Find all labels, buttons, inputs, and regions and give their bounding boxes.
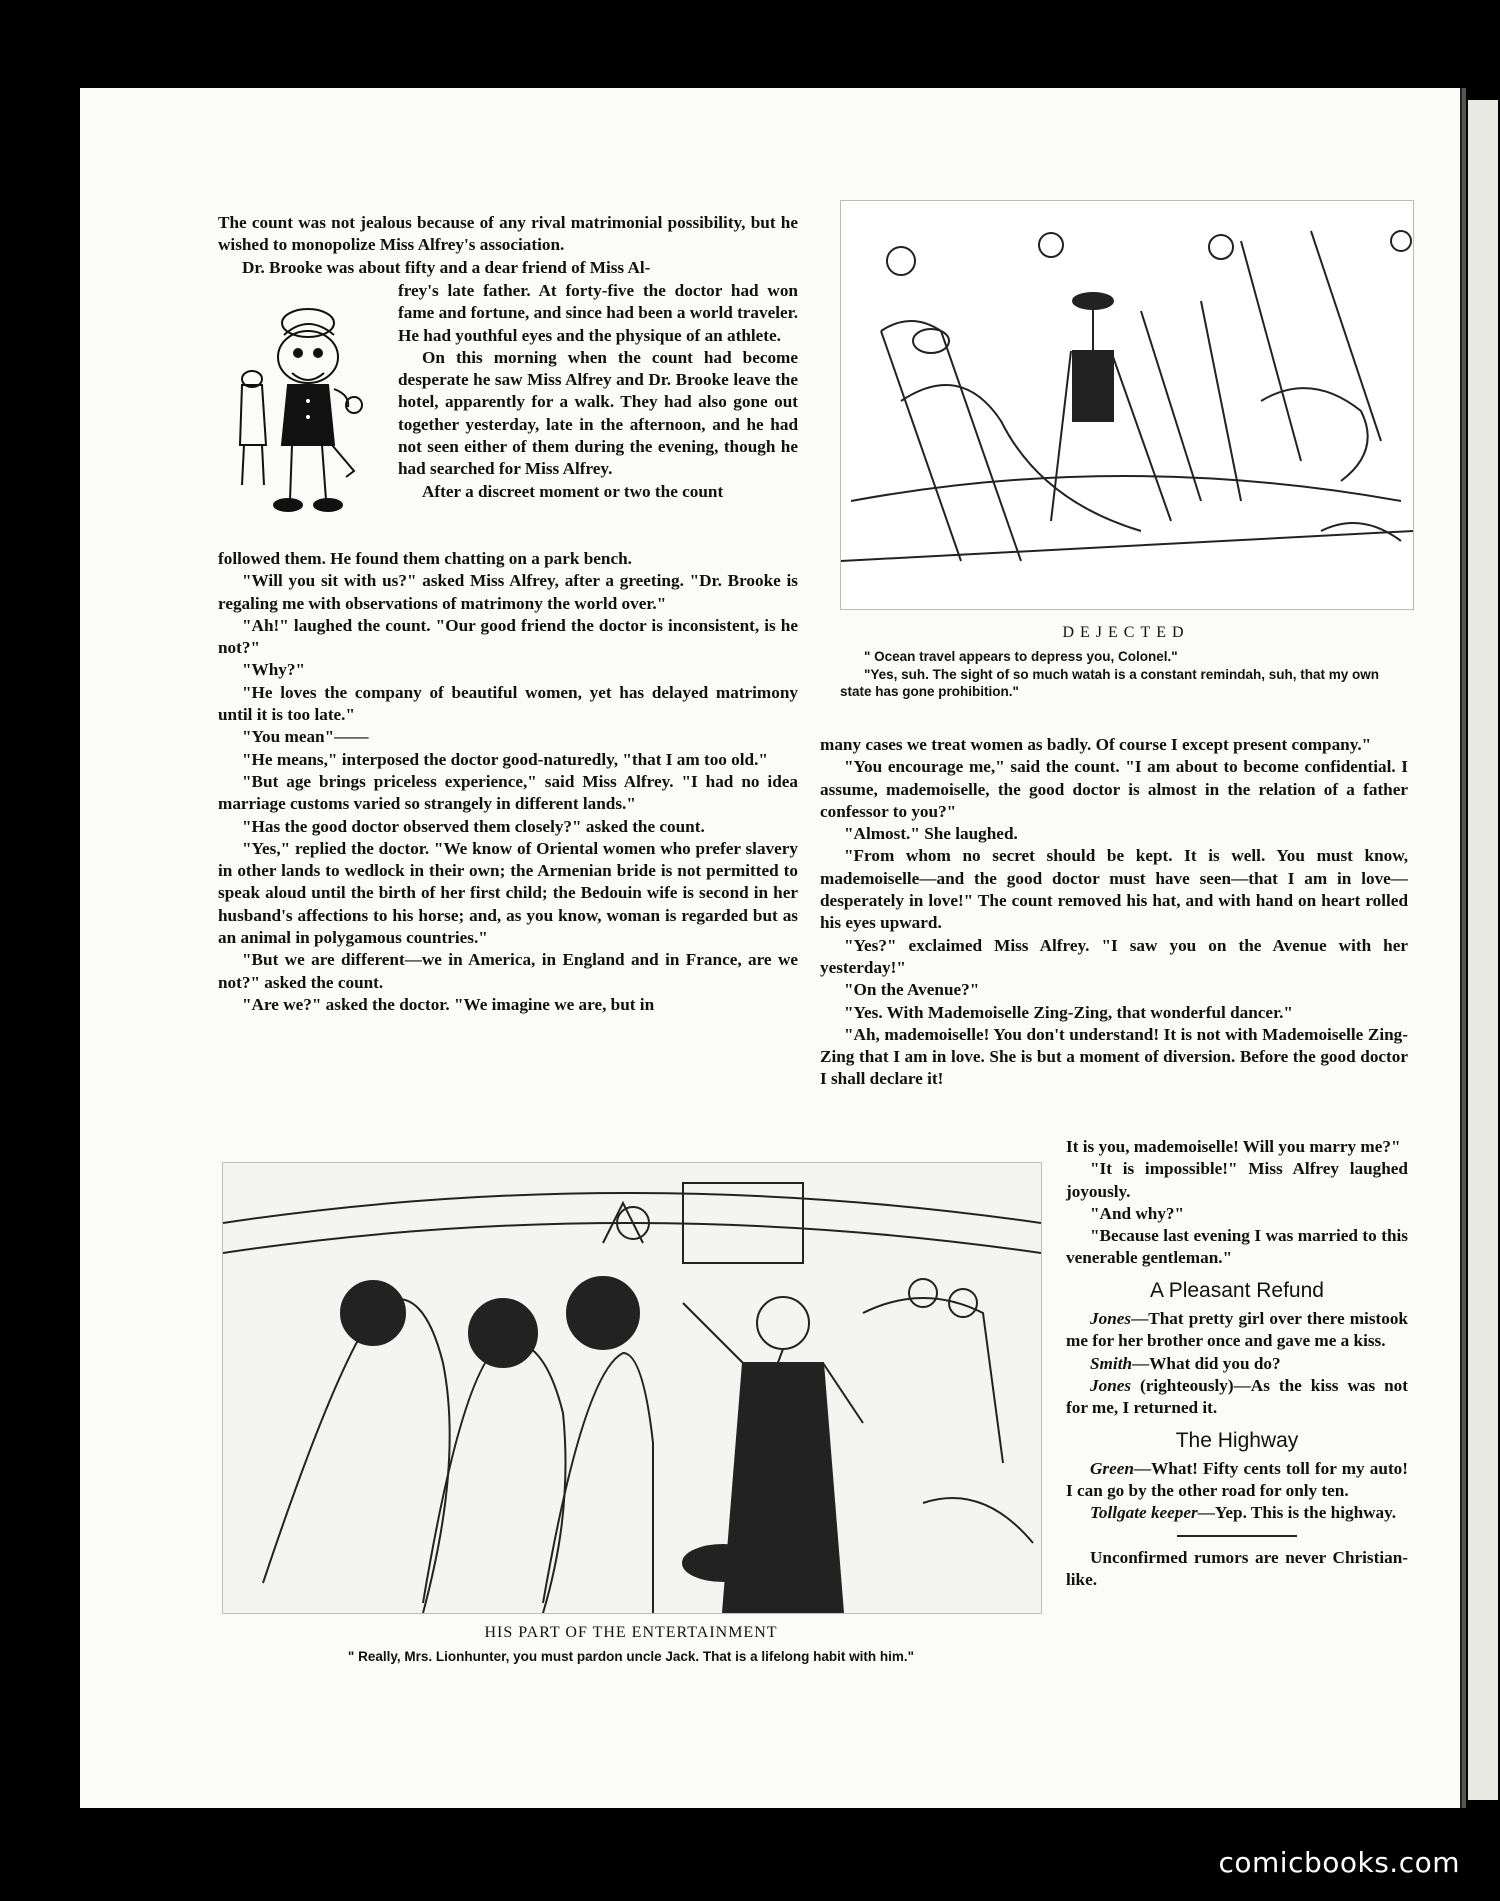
highway-heading: The Highway (1175, 1428, 1299, 1452)
dialogue: (righteously)—As the kiss was not for me, I returned it. (1066, 1375, 1408, 1418)
deck-chairs-illustration (840, 200, 1414, 610)
dejected-caption-line-1: " Ocean travel appears to depress you, Colonel." (864, 649, 1178, 664)
paragraph: "He means," interposed the doctor good-naturedly, "that I am too old." (242, 749, 768, 769)
facing-page-strip (1468, 100, 1498, 1800)
speaker: Jones (1090, 1309, 1132, 1329)
speaker: Tollgate keeper (1090, 1503, 1198, 1523)
paragraph: "Yes," replied the doctor. "We know of Oriental women who prefer slavery in other lands to wedlock in their own; the Armenian bride is not permitted to speak aloud until the birth of her first child; the Bedouin wife is second in her husband's affections to his horse; and, as you know, woman is regarded but as an animal in polygamous countries." (218, 838, 798, 948)
dejected-caption-title: DEJECTED (1062, 624, 1190, 641)
paragraph: Dr. Brooke was about fifty and a dear friend of Miss Al- (242, 257, 651, 277)
speaker: Smith (1090, 1353, 1133, 1373)
refund-heading: A Pleasant Refund (1150, 1278, 1324, 1302)
dejected-caption-line-2: "Yes, suh. The sight of so much watah is a constant remindah, suh, that my own state has gone prohibition." (840, 667, 1379, 699)
paragraph: "Yes?" exclaimed Miss Alfrey. "I saw you on the Avenue with her yesterday!" (820, 935, 1408, 977)
speaker: Jones (1090, 1375, 1132, 1395)
paragraph: "Almost." She laughed. (844, 824, 1018, 844)
highway-line-2 (1066, 1502, 1408, 1524)
dialogue: —What did you do? (1132, 1353, 1281, 1373)
paragraph: "And why?" (1090, 1203, 1185, 1223)
paragraph: "But we are different—we in America, in England and in France, are we not?" asked the count. (218, 950, 798, 992)
refund-line-3 (1066, 1375, 1408, 1420)
paragraph: "Yes. With Mademoiselle Zing-Zing, that wonderful dancer." (844, 1002, 1293, 1022)
column-2-continued (1066, 1136, 1408, 1591)
paragraph: "But age brings priceless experience," said Miss Alfrey. "I had no idea marriage customs varied so strangely in different lands." (218, 771, 798, 814)
paragraph: "On the Avenue?" (844, 980, 980, 1000)
entertainment-caption-title: HIS PART OF THE ENTERTAINMENT (484, 1624, 778, 1641)
ballroom-illustration (222, 1162, 1042, 1614)
paragraph: many cases we treat women as badly. Of course I except present company." (820, 735, 1372, 754)
refund-line-1 (1066, 1308, 1408, 1353)
paragraph: "Because last evening I was married to this venerable gentleman." (1066, 1226, 1408, 1268)
paragraph: "You mean"—— (242, 727, 369, 747)
paragraph: "From whom no secret should be kept. It is well. You must know, mademoiselle—and the good doctor must have seen—that I am in love—desperately in love!" The count removed his hat, and with hand on heart rolled his eyes upward. (820, 846, 1408, 933)
dialogue: —That pretty girl over there mistook me for her brother once and gave me a kiss. (1066, 1309, 1408, 1351)
speaker: Green (1090, 1458, 1134, 1478)
site-watermark: comicbooks.com (1218, 1846, 1460, 1879)
refund-line-2 (1066, 1353, 1408, 1375)
paragraph: "Ah!" laughed the count. "Our good friend the doctor is inconsistent, is he not?" (218, 615, 798, 658)
paragraph: The count was not jealous because of any rival matrimonial possibility, but he wished to monopolize Miss Alfrey's association. (218, 213, 798, 255)
paragraph: On this morning when the count had become desperate he saw Miss Alfrey and Dr. Brooke leave the hotel, apparently for a walk. They had also gone out together yesterday, late in the afternoon, and he had not seen either of them during the evening, though he had searched for Miss Alfrey. (398, 347, 798, 479)
inset-text-block (398, 280, 798, 503)
page-edge (1462, 88, 1466, 1808)
paragraph: "Why?" (242, 660, 306, 680)
count-caricature-illustration (222, 295, 384, 525)
paragraph: "Are we?" asked the doctor. "We imagine we are, but in (242, 994, 655, 1014)
highway-line-1 (1066, 1458, 1408, 1503)
paragraph: frey's late father. At forty-five the doctor had won fame and fortune, and since had been a world traveler. He had youthful eyes and the physique of an athlete. (398, 281, 798, 345)
paragraph: "Ah, mademoiselle! You don't understand! It is not with Mademoiselle Zing-Zing that I am in love. She is but a moment of diversion. Before the good doctor I shall declare it! (820, 1024, 1408, 1089)
dialogue: —What! Fifty cents toll for my auto! I can go by the other road for only ten. (1066, 1458, 1408, 1501)
paragraph: It is you, mademoiselle! Will you marry me?" (1066, 1137, 1401, 1156)
paragraph: followed them. He found them chatting on a park bench. (218, 549, 632, 568)
paragraph: "He loves the company of beautiful women, yet has delayed matrimony until it is too late." (218, 682, 798, 725)
paragraph: After a discreet moment or two the count (422, 481, 724, 501)
column-2-body (820, 734, 1408, 1091)
paragraph: "Will you sit with us?" asked Miss Alfrey, after a greeting. "Dr. Brooke is regaling me with observations of matrimony the world over." (218, 571, 798, 613)
entertainment-caption-line: " Really, Mrs. Lionhunter, you must pardon uncle Jack. That is a lifelong habit with him." (347, 1649, 915, 1664)
column-1-opening (218, 212, 798, 279)
divider-rule (1177, 1535, 1297, 1537)
paragraph: "You encourage me," said the count. "I am about to become confidential. I assume, mademoiselle, the good doctor is almost in the relation of a father confessor to you?" (820, 757, 1408, 821)
dialogue: —Yep. This is the highway. (1197, 1503, 1397, 1523)
rumors-filler: Unconfirmed rumors are never Christian-like. (1066, 1547, 1408, 1590)
paragraph: "Has the good doctor observed them closely?" asked the count. (242, 816, 705, 836)
paragraph: "It is impossible!" Miss Alfrey laughed joyously. (1066, 1159, 1408, 1201)
column-1-body (218, 548, 798, 1016)
